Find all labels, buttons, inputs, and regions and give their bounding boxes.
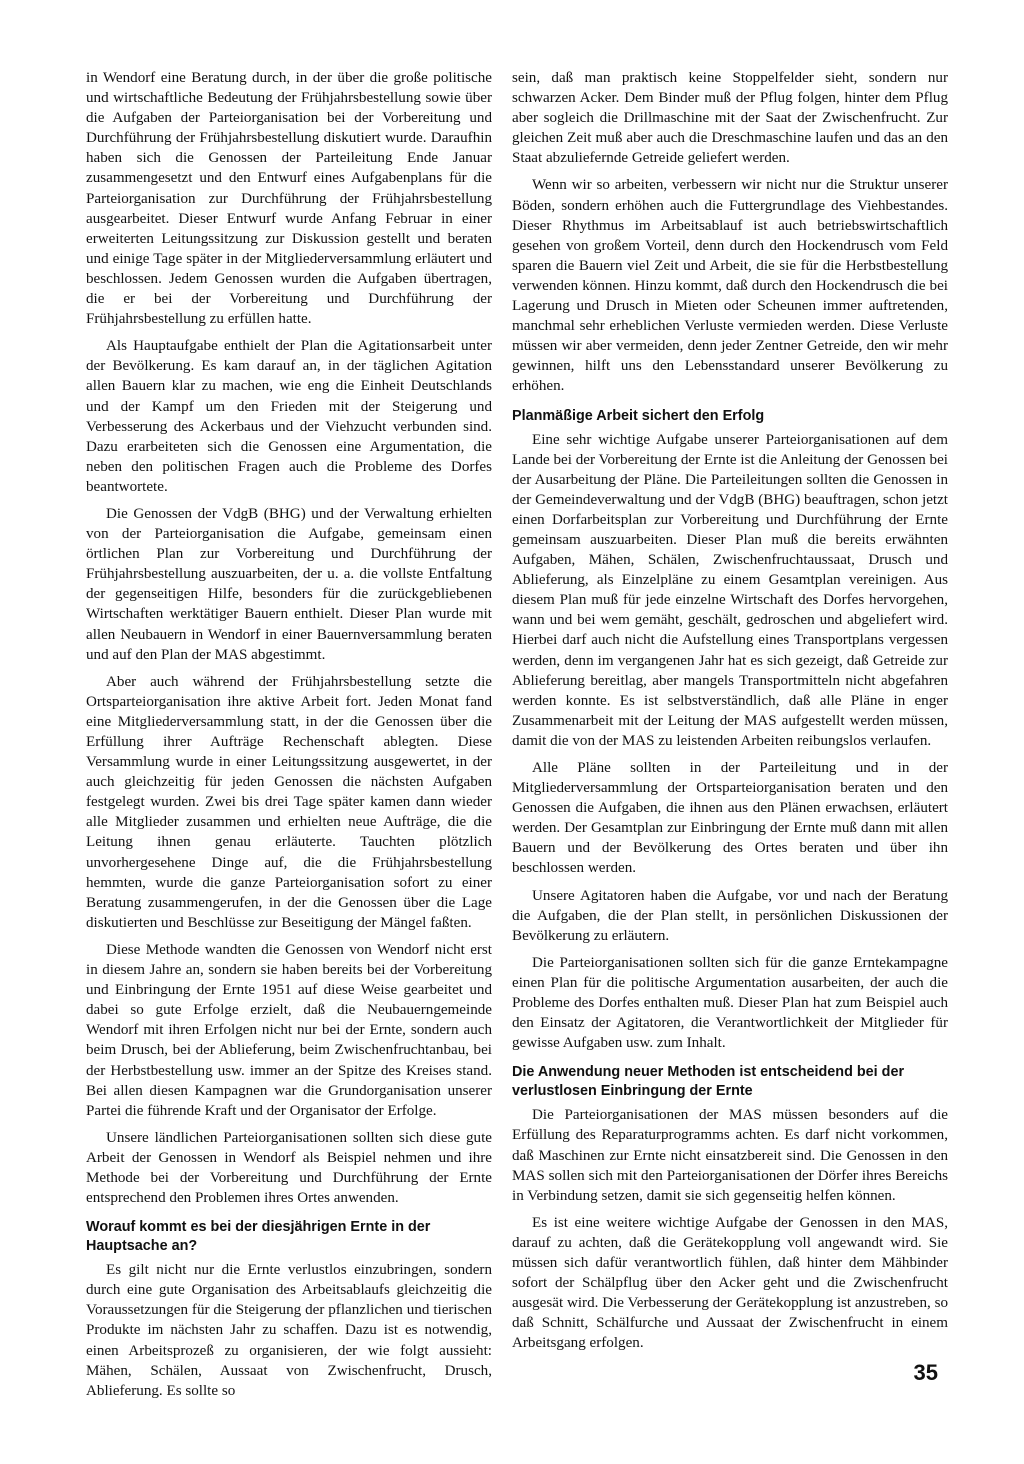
section-heading: Die Anwendung neuer Methoden ist entscheidend bei der verlustlosen Einbringung der Ernte	[512, 1064, 905, 1100]
section-heading: Planmäßige Arbeit sichert den Erfolg	[512, 407, 765, 424]
paragraph: Aber auch während der Frühjahrsbestellung setzte die Ortsparteiorganisation ihre aktive Arbeit fort. Jeden Monat fand eine Mitgliederversammlung statt, in der die Genossen über die Erfüllung ihrer Aufträge Rechenschaft ablegten. Diese Versammlung wurde in einer Leitungssitzung ausgewertet, in der auch gleichzeitig für jeden Genossen die nächsten Aufgaben festgelegt wurden. Zwei bis drei Tage später kamen dann wieder alle Mitglieder zusammen und erhielten neue Aufträge, die die Leitung ihnen genau erläuterte. Tauchten plötzlich unvorhergesehene Dinge auf, die die Frühjahrsbestellung hemmten, wurde die ganze Parteiorganisation sofort zu einer Beratung zusammengerufen, in der die Genossen über die Lage diskutierten und Beschlüsse zur Beseitigung der Mängel faßten.	[86, 673, 492, 931]
paragraph: Die Parteiorganisationen sollten sich für die ganze Erntekampagne einen Plan für die politische Argumentation ausarbeiten, der auch die Probleme des Dorfes enthalten muß. Dieser Plan hat zum Beispiel auch den Einsatz der Agitatoren, die Verantwortlichkeit der Mitglieder für gewisse Aufgaben usw. zum Inhalt.	[512, 954, 948, 1052]
paragraph: in Wendorf eine Beratung durch, in der über die große politische und wirtschaftliche Bedeutung der Frühjahrsbestellung sowie über die Aufgaben der Parteiorganisation bei der Vorbereitung und Durchführung der Frühjahrsbestellung diskutiert wurde. Daraufhin haben sich die Genossen der Parteileitung Ende Januar zusammengesetzt und den Entwurf eines Aufgabenplans für die Parteiorganisation zur Durchführung der Frühjahrsbestellung ausgearbeitet. Dieser Entwurf wurde Anfang Februar in einer erweiterten Leitungssitzung zur Diskussion gestellt und beraten und einige Tage später in der Mitgliederversammlung erläutert und beschlossen. Jedem Genossen wurden die Aufgaben übertragen, die er bei der Vorbereitung und Durchführung der Frühjahrsbestellung zu erfüllen hatte.	[86, 70, 492, 328]
paragraph: Unsere Agitatoren haben die Aufgabe, vor und nach der Beratung die Aufgaben, die der Plan stellt, in persönlichen Diskussionen der Bevölkerung zu erläutern.	[512, 887, 948, 944]
paragraph: Es ist eine weitere wichtige Aufgabe der Genossen in den MAS, darauf zu achten, daß die Gerätekopplung voll angewandt wird. Sie müssen sich dafür verantwortlich fühlen, daß hinter dem Mähbinder sofort der Schälpflug über den Acker geht und die Zwischenfrucht ausgesät wird. Die Verbesserung der Gerätekopplung ist anzustreben, so daß Schnitt, Schälfurche und Aussaat der Zwischenfrucht in einem Arbeitsgang erfolgen.	[512, 1214, 948, 1352]
paragraph: Eine sehr wichtige Aufgabe unserer Parteiorganisationen auf dem Lande bei der Vorbereitung der Ernte ist die Anleitung der Genossen bei der Ausarbeitung der Pläne. Die Parteileitungen sollten die Genossen in der Gemeindeverwaltung und der VdgB (BHG) beauftragen, schon jetzt einen Dorfarbeitsplan zur Vorbereitung und Durchführung der Ernte gemeinsam auszuarbeiten. Dieser Plan muß die bereits erwähnten Aufgaben, Mähen, Schälen, Zwischenfruchtaussaat, Drusch und Ablieferung, als Einzelpläne zu einem Gesamtplan vereinigen. Aus diesem Plan muß für jede einzelne Wirtschaft des Dorfes hervorgehen, wann und bei wem gemäht, geschält, gedroschen und abgeliefert wird. Hierbei darf auch nicht die Aufstellung eines Transportplans vergessen werden, denn im vergangenen Jahr hat es sich gezeigt, daß Getreide zur Ablieferung bereitlag, aber mangels Transportmitteln nicht abgefahren werden konnte. Es ist selbstverständlich, daß alle Pläne in enger Zusammenarbeit mit der Leitung der MAS aufgestellt werden müssen, damit die von der MAS zu leistenden Arbeiten reibungslos verlaufen.	[512, 431, 948, 749]
paragraph: Wenn wir so arbeiten, verbessern wir nicht nur die Struktur unserer Böden, sondern erhöhen auch die Futtergrundlage des Viehbestandes. Dieser Rhythmus im Arbeitsablauf ist auch betriebswirtschaftlich gesehen von großem Vorteil, denn durch den Hockendrusch vom Feld sparen die Bauern viel Zeit und Arbeit, die sie für die Herbstbestellung verwenden können. Hinzu kommt, daß durch den Hockendrusch die bei Lagerung und Drusch in Mieten oder Scheunen immer auftretenden, manchmal sehr erheblichen Verluste vermieden werden. Diese Verluste müssen wir aber vermeiden, denn jeder Zentner Getreide, den wir mehr gewinnen, hilft uns den Lebensstandard unserer Bevölkerung zu erhöhen.	[512, 177, 948, 395]
left-column	[86, 68, 492, 1408]
paragraph: Alle Pläne sollten in der Parteileitung und in der Mitgliederversammlung der Ortsparteiorganisation beraten und den Genossen die Aufgaben, die ihnen aus den Plänen erwachsen, erläutert werden. Der Gesamtplan zur Einbringung der Ernte muß dann mit allen Bauern und der Bevölkerung des Ortes beraten und über ihn beschlossen werden.	[512, 760, 948, 877]
paragraph: Die Parteiorganisationen der MAS müssen besonders auf die Erfüllung des Reparaturprogramms achten. Es darf nicht vorkommen, daß Maschinen zur Ernte nicht einsatzbereit sind. Die Genossen in den MAS sollen sich mit den Parteiorganisationen der Dörfer ihres Bereichs in Verbindung setzen, damit sie sich gegenseitig helfen können.	[512, 1107, 948, 1204]
paragraph: Unsere ländlichen Parteiorganisationen sollten sich diese gute Arbeit der Genossen in Wendorf als Beispiel nehmen und ihre Methode bei der Vorbereitung und Durchführung der Ernte entsprechend den Problemen ihres Ortes anwenden.	[86, 1129, 492, 1207]
page-number: 35	[913, 1360, 938, 1385]
paragraph: sein, daß man praktisch keine Stoppelfelder sieht, sondern nur schwarzen Acker. Dem Binder muß der Pflug folgen, hinter dem Pflug aber sogleich die Drillmaschine mit der Saat der Zwischenfrucht. Zur gleichen Zeit muß aber auch die Dreschmaschine laufen und das an den Staat abzuliefernde Getreide geliefert werden.	[512, 70, 948, 167]
paragraph: Die Genossen der VdgB (BHG) und der Verwaltung erhielten von der Parteiorganisation die Aufgabe, gemeinsam einen örtlichen Plan zur Vorbereitung und Durchführung der Frühjahrsbestellung auszuarbeiten, der u. a. die vollste Entfaltung der gegenseitigen Hilfe, besonders für die zurückgebliebenen Wirtschaften werktätiger Bauern enthielt. Dieser Plan wurde mit allen Neubauern in Wendorf in einer Bauernversammlung beraten und auf den Plan der MAS abgestimmt.	[86, 505, 492, 663]
right-column	[512, 68, 948, 1408]
paragraph: Als Hauptaufgabe enthielt der Plan die Agitationsarbeit unter der Bevölkerung. Es kam darauf an, in der täglichen Agitation allen Bauern klar zu machen, wie eng die Einheit Deutschlands und der Kampf um den Frieden mit der Steigerung und Verbesserung des Ackerbaus und der Viehzucht verbunden sind. Dazu erarbeiteten sich die Genossen eine Argumentation, die neben den politischen Fragen auch die Probleme des Dorfes beantwortete.	[86, 338, 492, 495]
section-heading: Worauf kommt es bei der diesjährigen Ernte in der Hauptsache an?	[86, 1219, 431, 1255]
paragraph: Es gilt nicht nur die Ernte verlustlos einzubringen, sondern durch eine gute Organisation des Arbeitsablaufs gleichzeitig die Voraussetzungen für die Steigerung der pflanzlichen und tierischen Produkte im nächsten Jahr zu schaffen. Dazu ist es notwendig, einen Arbeitsprozeß zu organisieren, der wie folgt aussieht: Mähen, Schälen, Aussaat von Zwischenfrucht, Drusch, Ablieferung. Es sollte so	[86, 1262, 492, 1399]
paragraph: Diese Methode wandten die Genossen von Wendorf nicht erst in diesem Jahre an, sondern sie haben bereits bei der Vorbereitung und Einbringung der Ernte 1951 auf diese Weise gearbeitet und dabei so gute Erfolge erzielt, daß die Neubauerngemeinde Wendorf mit ihren Erfolgen nicht nur bei der Ernte, sondern auch beim Drusch, bei der Ablieferung, beim Zwischenfruchtanbau, bei der Herbstbestellung usw. immer an der Spitze des Kreises stand. Bei allen diesen Kampagnen war die Grundorganisation unserer Partei die führende Kraft und der Organisator der Erfolge.	[86, 941, 492, 1119]
text-columns	[86, 68, 954, 1408]
